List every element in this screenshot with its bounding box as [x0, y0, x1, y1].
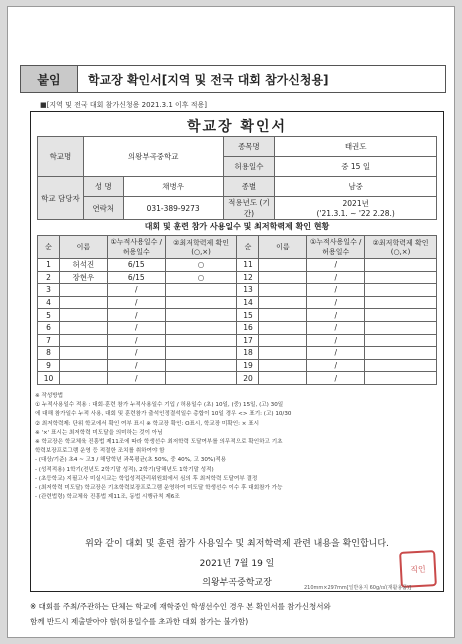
cell-no: 10 [38, 372, 60, 385]
school-info-table [37, 136, 437, 220]
cell-no: 12 [237, 271, 259, 284]
confirmation-form [30, 111, 444, 592]
cell-days: / [107, 334, 165, 347]
instruction-line: - (대상/기준) 초4 ~ 고3 / 해당학년 과목평균(초 50%, 중 40%, 고 30%)적용 [35, 457, 227, 464]
writing-instructions [35, 392, 425, 502]
cell-name [59, 334, 107, 347]
cell-days: / [307, 347, 365, 360]
cell-name [259, 334, 307, 347]
contact-label: 연락처 [83, 197, 123, 220]
form-title: 학교장 확인서 [186, 119, 288, 135]
cell-days: 6/15 [107, 271, 165, 284]
cell-days: / [307, 321, 365, 334]
footer-note [30, 599, 440, 629]
cell-check [365, 259, 437, 272]
cell-days: / [107, 296, 165, 309]
col-name: 이름 [259, 236, 307, 259]
period-label: 적용년도 (기간) [223, 197, 275, 220]
event-label: 종목명 [223, 137, 275, 157]
cell-no: 15 [237, 309, 259, 322]
col-days: ①누적사용일수 /허용일수 [307, 236, 365, 259]
cell-days: / [307, 334, 365, 347]
cell-days: / [307, 309, 365, 322]
cell-check [165, 309, 237, 322]
cell-days: / [107, 359, 165, 372]
cell-days: / [107, 372, 165, 385]
cell-days: / [307, 359, 365, 372]
participation-table [37, 235, 437, 385]
instruction-line: ※ 작성방법 [35, 393, 64, 399]
cell-days: / [107, 347, 165, 360]
cell-name [59, 372, 107, 385]
banner-title: 학교장 확인서[지역 및 전국 대회 참가신청용] [88, 72, 329, 87]
instruction-line: - (관련법령) 학교체육 진흥법 제11조, 동법 시행규칙 제6조 [35, 494, 180, 501]
cell-check [365, 334, 437, 347]
name-label: 성 명 [83, 177, 123, 197]
cell-name [259, 284, 307, 297]
table-row [38, 259, 437, 272]
applicability-note: ■[지역 및 전국 대회 참가신청용 2021.3.1 이후 적용] [40, 101, 208, 109]
cell-no: 6 [38, 321, 60, 334]
col-check: ②최저학력제 확인(○,×) [165, 236, 237, 259]
cell-no: 20 [237, 372, 259, 385]
cell-check [165, 334, 237, 347]
period-value [275, 197, 437, 220]
col-no: 순 [38, 236, 60, 259]
cell-no: 13 [237, 284, 259, 297]
table-row [38, 309, 437, 322]
instruction-line: 학력보장프로그램 운영 등 적절한 조치를 취하여야 함 [35, 448, 165, 455]
name-value: 채병우 [123, 177, 223, 197]
cell-days: / [307, 372, 365, 385]
cell-no: 16 [237, 321, 259, 334]
cell-check: ○ [165, 271, 237, 284]
instruction-line: ① 누적사용일수 적용 : 대회·훈련 참가 누적사용일수 기입 / 허용일수 (초) 10일, (중) 15일, (고) 30일 [35, 402, 284, 409]
col-no: 순 [237, 236, 259, 259]
instruction-line: 에 대해 참가일수 누적 사용, 대회 및 훈련참가 출석인정결석일수 총합이 10일 경우 <> 표기: (고) 10/30 [35, 411, 292, 418]
cell-no: 11 [237, 259, 259, 272]
cell-name [259, 321, 307, 334]
cell-check [365, 296, 437, 309]
principal-signature: 의왕부곡중학교장 [202, 578, 272, 588]
period-year: 2021년 [342, 199, 369, 208]
cell-check [365, 309, 437, 322]
contact-value: 031-389-9273 [123, 197, 223, 220]
instruction-line: - (최저학력 미도달) 학교장은 기초학력보장프로그램 운영하여 미도달 학생선수 이수 후 대회참가 가능 [35, 485, 283, 492]
table-row [38, 296, 437, 309]
cell-check [165, 321, 237, 334]
paper-spec: 210mm×297mm[일반용지 60g/㎡(재활용품)] [304, 585, 412, 591]
days-label: 허용일수 [223, 157, 275, 177]
cell-name [259, 271, 307, 284]
event-value: 태권도 [275, 137, 437, 157]
cell-no: 4 [38, 296, 60, 309]
period-range: ('21.3.1. ~ '22 2.28.) [316, 209, 395, 218]
cell-name [59, 359, 107, 372]
cell-check [365, 372, 437, 385]
cell-name [59, 321, 107, 334]
table-row [38, 334, 437, 347]
cell-name [259, 259, 307, 272]
table-row [38, 284, 437, 297]
cell-name: 장현우 [59, 271, 107, 284]
cell-no: 14 [237, 296, 259, 309]
cell-check [165, 347, 237, 360]
cell-days: / [307, 284, 365, 297]
table-row [38, 347, 437, 360]
cell-check [165, 284, 237, 297]
cell-check [165, 296, 237, 309]
instruction-line: ※ '×' 표시는 최저학력 미도달을 의미하는 것이 아님 [35, 429, 163, 436]
cell-name [59, 296, 107, 309]
cell-no: 1 [38, 259, 60, 272]
col-name: 이름 [59, 236, 107, 259]
table-row [38, 359, 437, 372]
instruction-line: - (초등학교) 지필고사 미실시교는 학업성적관리위원회에서 심의 후 최저학력 도달여부 결정 [35, 475, 258, 482]
cell-no: 5 [38, 309, 60, 322]
cell-check [365, 359, 437, 372]
cell-no: 3 [38, 284, 60, 297]
instruction-line: - (성적적용) 1학기(전년도 2학기말 성적), 2학기(당해년도 1학기말 성적) [35, 466, 214, 473]
cell-name [259, 309, 307, 322]
type-value: 남중 [275, 177, 437, 197]
cell-no: 7 [38, 334, 60, 347]
title-banner [20, 65, 446, 93]
cell-name [259, 296, 307, 309]
cell-name [259, 372, 307, 385]
table-row [38, 271, 437, 284]
col-days: ①누적사용일수 /허용일수 [107, 236, 165, 259]
type-label: 종별 [223, 177, 275, 197]
cell-days: / [107, 284, 165, 297]
instruction-line: ※ 학교장은 학교체육 진흥법 제11조에 따라 학생선수 최저학력 도달여부를 의무적으로 확인하고 기초 [35, 439, 283, 446]
cell-name: 허석진 [59, 259, 107, 272]
document-page [7, 6, 455, 638]
cell-name [59, 347, 107, 360]
cell-check [165, 372, 237, 385]
footer-line: 함께 반드시 제출받아야 함(허용일수를 초과한 대회 참가는 불가함) [30, 617, 249, 626]
cell-name [259, 359, 307, 372]
cell-check: ○ [165, 259, 237, 272]
table-row [38, 321, 437, 334]
cell-name [259, 347, 307, 360]
cell-check [365, 284, 437, 297]
school-name-label: 학교명 [38, 137, 84, 177]
table-row [38, 372, 437, 385]
cell-days: / [307, 259, 365, 272]
cell-days: / [307, 296, 365, 309]
cell-no: 18 [237, 347, 259, 360]
cell-days: / [107, 309, 165, 322]
cell-days: / [307, 271, 365, 284]
cell-name [59, 284, 107, 297]
footer-line: ※ 대회를 주최/주관하는 단체는 학교에 재학중인 학생선수인 경우 본 확인서를 참가신청서와 [30, 602, 331, 611]
cell-check [365, 347, 437, 360]
cell-no: 2 [38, 271, 60, 284]
cell-name [59, 309, 107, 322]
cell-no: 19 [237, 359, 259, 372]
instruction-line: ② 최저학력제: 단위 학교에서 확인 여부 표시 ※ 학교장 확인: O표시, 학교장 미확인: × 표시 [35, 420, 260, 427]
school-name-value: 의왕부곡중학교 [83, 137, 223, 177]
cell-no: 8 [38, 347, 60, 360]
manager-label: 학교 담당자 [38, 177, 84, 220]
col-check: ②최저학력제 확인(○,×) [365, 236, 437, 259]
cell-no: 17 [237, 334, 259, 347]
cell-days: / [107, 321, 165, 334]
attachment-tag: 붙임 [21, 66, 78, 92]
cell-no: 9 [38, 359, 60, 372]
confirmation-statement: 위와 같이 대회 및 훈련 참가 사용일수 및 최저학력제 관련 내용을 확인합니다. [85, 539, 389, 549]
cell-check [365, 271, 437, 284]
official-seal: 직인 [399, 550, 437, 588]
cell-check [165, 359, 237, 372]
section-title: 대회 및 훈련 참가 사용일수 및 최저학력제 확인 현황 [144, 222, 330, 231]
confirmation-date: 2021년 7월 19 일 [199, 559, 275, 569]
days-value: 중 15 일 [275, 157, 437, 177]
cell-check [365, 321, 437, 334]
cell-days: 6/15 [107, 259, 165, 272]
